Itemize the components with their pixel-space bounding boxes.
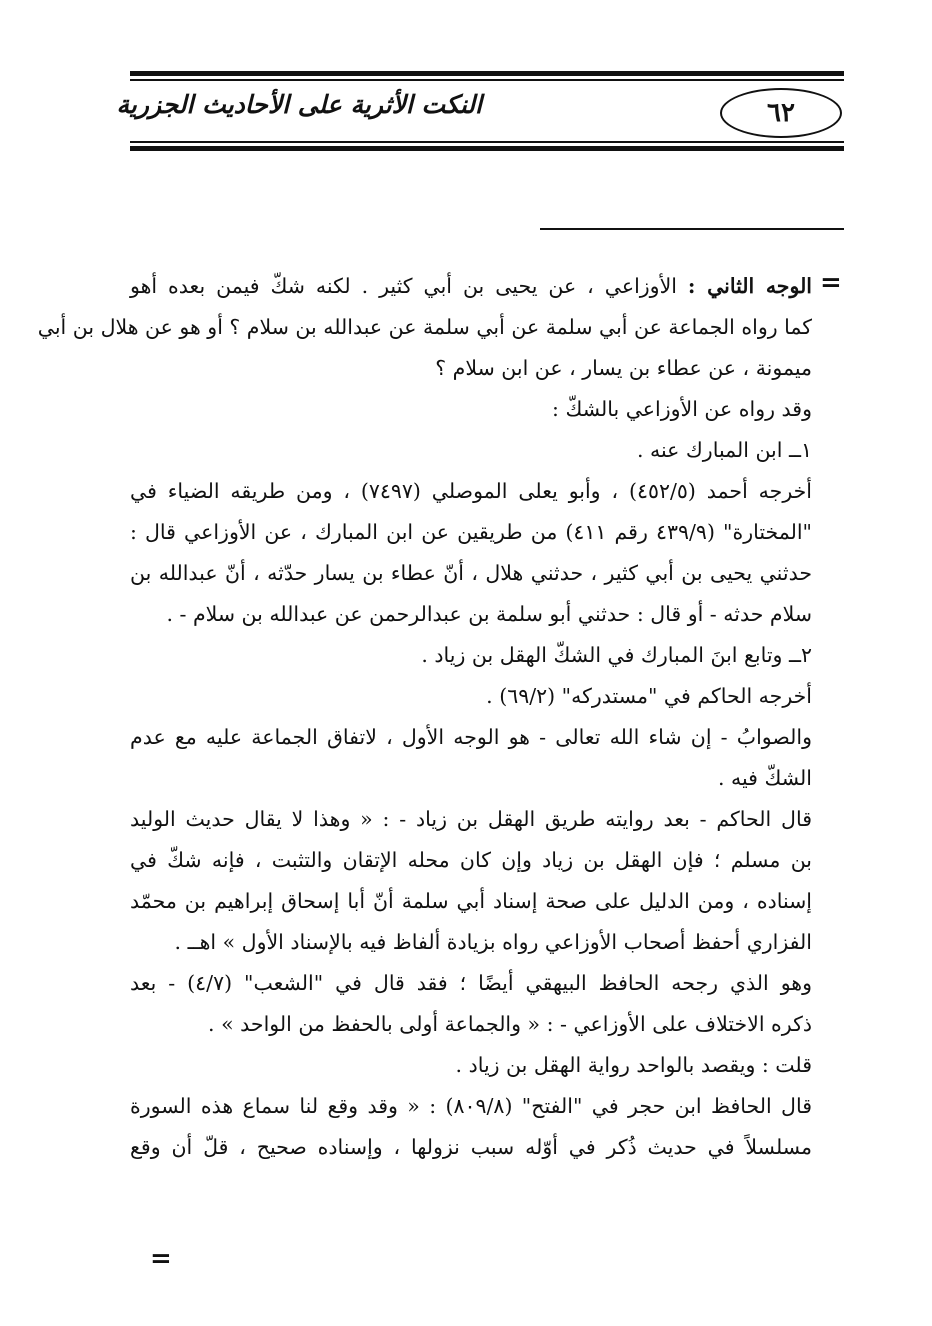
text-line: وقد رواه عن الأوزاعي بالشكّ : (552, 397, 812, 421)
text-line (130, 266, 812, 307)
text-line: حدثني يحيى بن أبي كثير ، حدثني هلال ، أنّ عطاء بن يسار حدّثه ، أنّ عبدالله بن (130, 561, 812, 585)
text-line: ميمونة ، عن عطاء بن يسار ، عن ابن سلام ؟ (435, 356, 812, 380)
text-line: الفزاري أحفظ أصحاب الأوزاعي رواه بزيادة ألفاظ فيه بالإسناد الأول » اهــ . (174, 930, 812, 954)
text-line: مسلسلاً في حديث ذُكر في أوّله سبب نزولها ، وإسناده صحيح ، قلّ أن وقع (130, 1135, 812, 1159)
text-line: وهو الذي رجحه الحافظ البيهقي أيضًا ؛ فقد قال في "الشعب" (٤/٧) - بعد (130, 971, 812, 995)
running-title: النكت الأثرية على الأحاديث الجزرية (116, 90, 482, 119)
text-line: والصوابُ - إن شاء الله تعالى - هو الوجه الأول ، لاتفاق الجماعة عليه مع عدم (130, 725, 812, 749)
text-line: قلت : ويقصد بالواحد رواية الهقل بن زياد . (455, 1053, 812, 1077)
continuation-mark-bottom: = (150, 1244, 172, 1274)
header-top-rule-thin (130, 79, 844, 81)
text-line: بن مسلم ؛ فإن الهقل بن زياد وإن كان محله الإتقان والتثبت ، فإنه شكّ في (130, 848, 812, 872)
header-top-rule-thick (130, 71, 844, 76)
page-number: ٦٢ (720, 88, 842, 138)
header-bottom-rule-thin (130, 141, 844, 143)
line-text: الأوزاعي ، عن يحيى بن أبي كثير . لكنه شكّ فيمن بعده أهو (130, 274, 688, 298)
text-line: أخرجه أحمد (٤٥٢/٥) ، وأبو يعلى الموصلي (٧٤٩٧) ، ومن طريقه الضياء في (130, 479, 813, 503)
text-line: ٢ــ وتابع ابنَ المبارك في الشكّ الهقل بن زياد . (421, 643, 812, 667)
text-line: ١ــ ابن المبارك عنه . (636, 438, 812, 462)
text-line: "المختارة" (٤٣٩/٩ رقم ٤١١) من طريقين عن ابن المبارك ، عن الأوزاعي قال : (130, 520, 812, 544)
text-line: أخرجه الحاكم في "مستدركه" (٦٩/٢) . (486, 684, 812, 708)
page-header (116, 82, 842, 144)
text-line: قال الحافظ ابن حجر في "الفتح" (٨٠٩/٨) : « وقد وقع لنا سماع هذه السورة (130, 1094, 813, 1118)
body-text (37, 266, 813, 1168)
text-line: قال الحاكم - بعد روايته طريق الهقل بن زياد - : « وهذا لا يقال حديث الوليد (130, 807, 812, 831)
text-line: ذكره الاختلاف على الأوزاعي - : « والجماعة أولى بالحفظ من الواحد » . (208, 1012, 812, 1036)
continuation-mark-top: = (820, 268, 842, 298)
text-line: كما رواه الجماعة عن أبي سلمة عن أبي سلمة عن عبدالله بن سلام ؟ أو هو عن هلال بن أبي (37, 315, 812, 339)
text-line: إسناده ، ومن الدليل على صحة إسناد أبي سلمة أنّ أبا إسحاق إبراهيم بن محمّد (130, 889, 812, 913)
text-line: الشكّ فيه . (717, 766, 812, 790)
header-bottom-rule-thick (130, 146, 844, 151)
section-heading: الوجه الثاني : (687, 274, 813, 298)
text-line: سلام حدثه - أو قال : حدثني أبو سلمة بن عبدالرحمن عن عبدالله بن سلام - . (166, 602, 812, 626)
footnote-separator (540, 228, 844, 230)
